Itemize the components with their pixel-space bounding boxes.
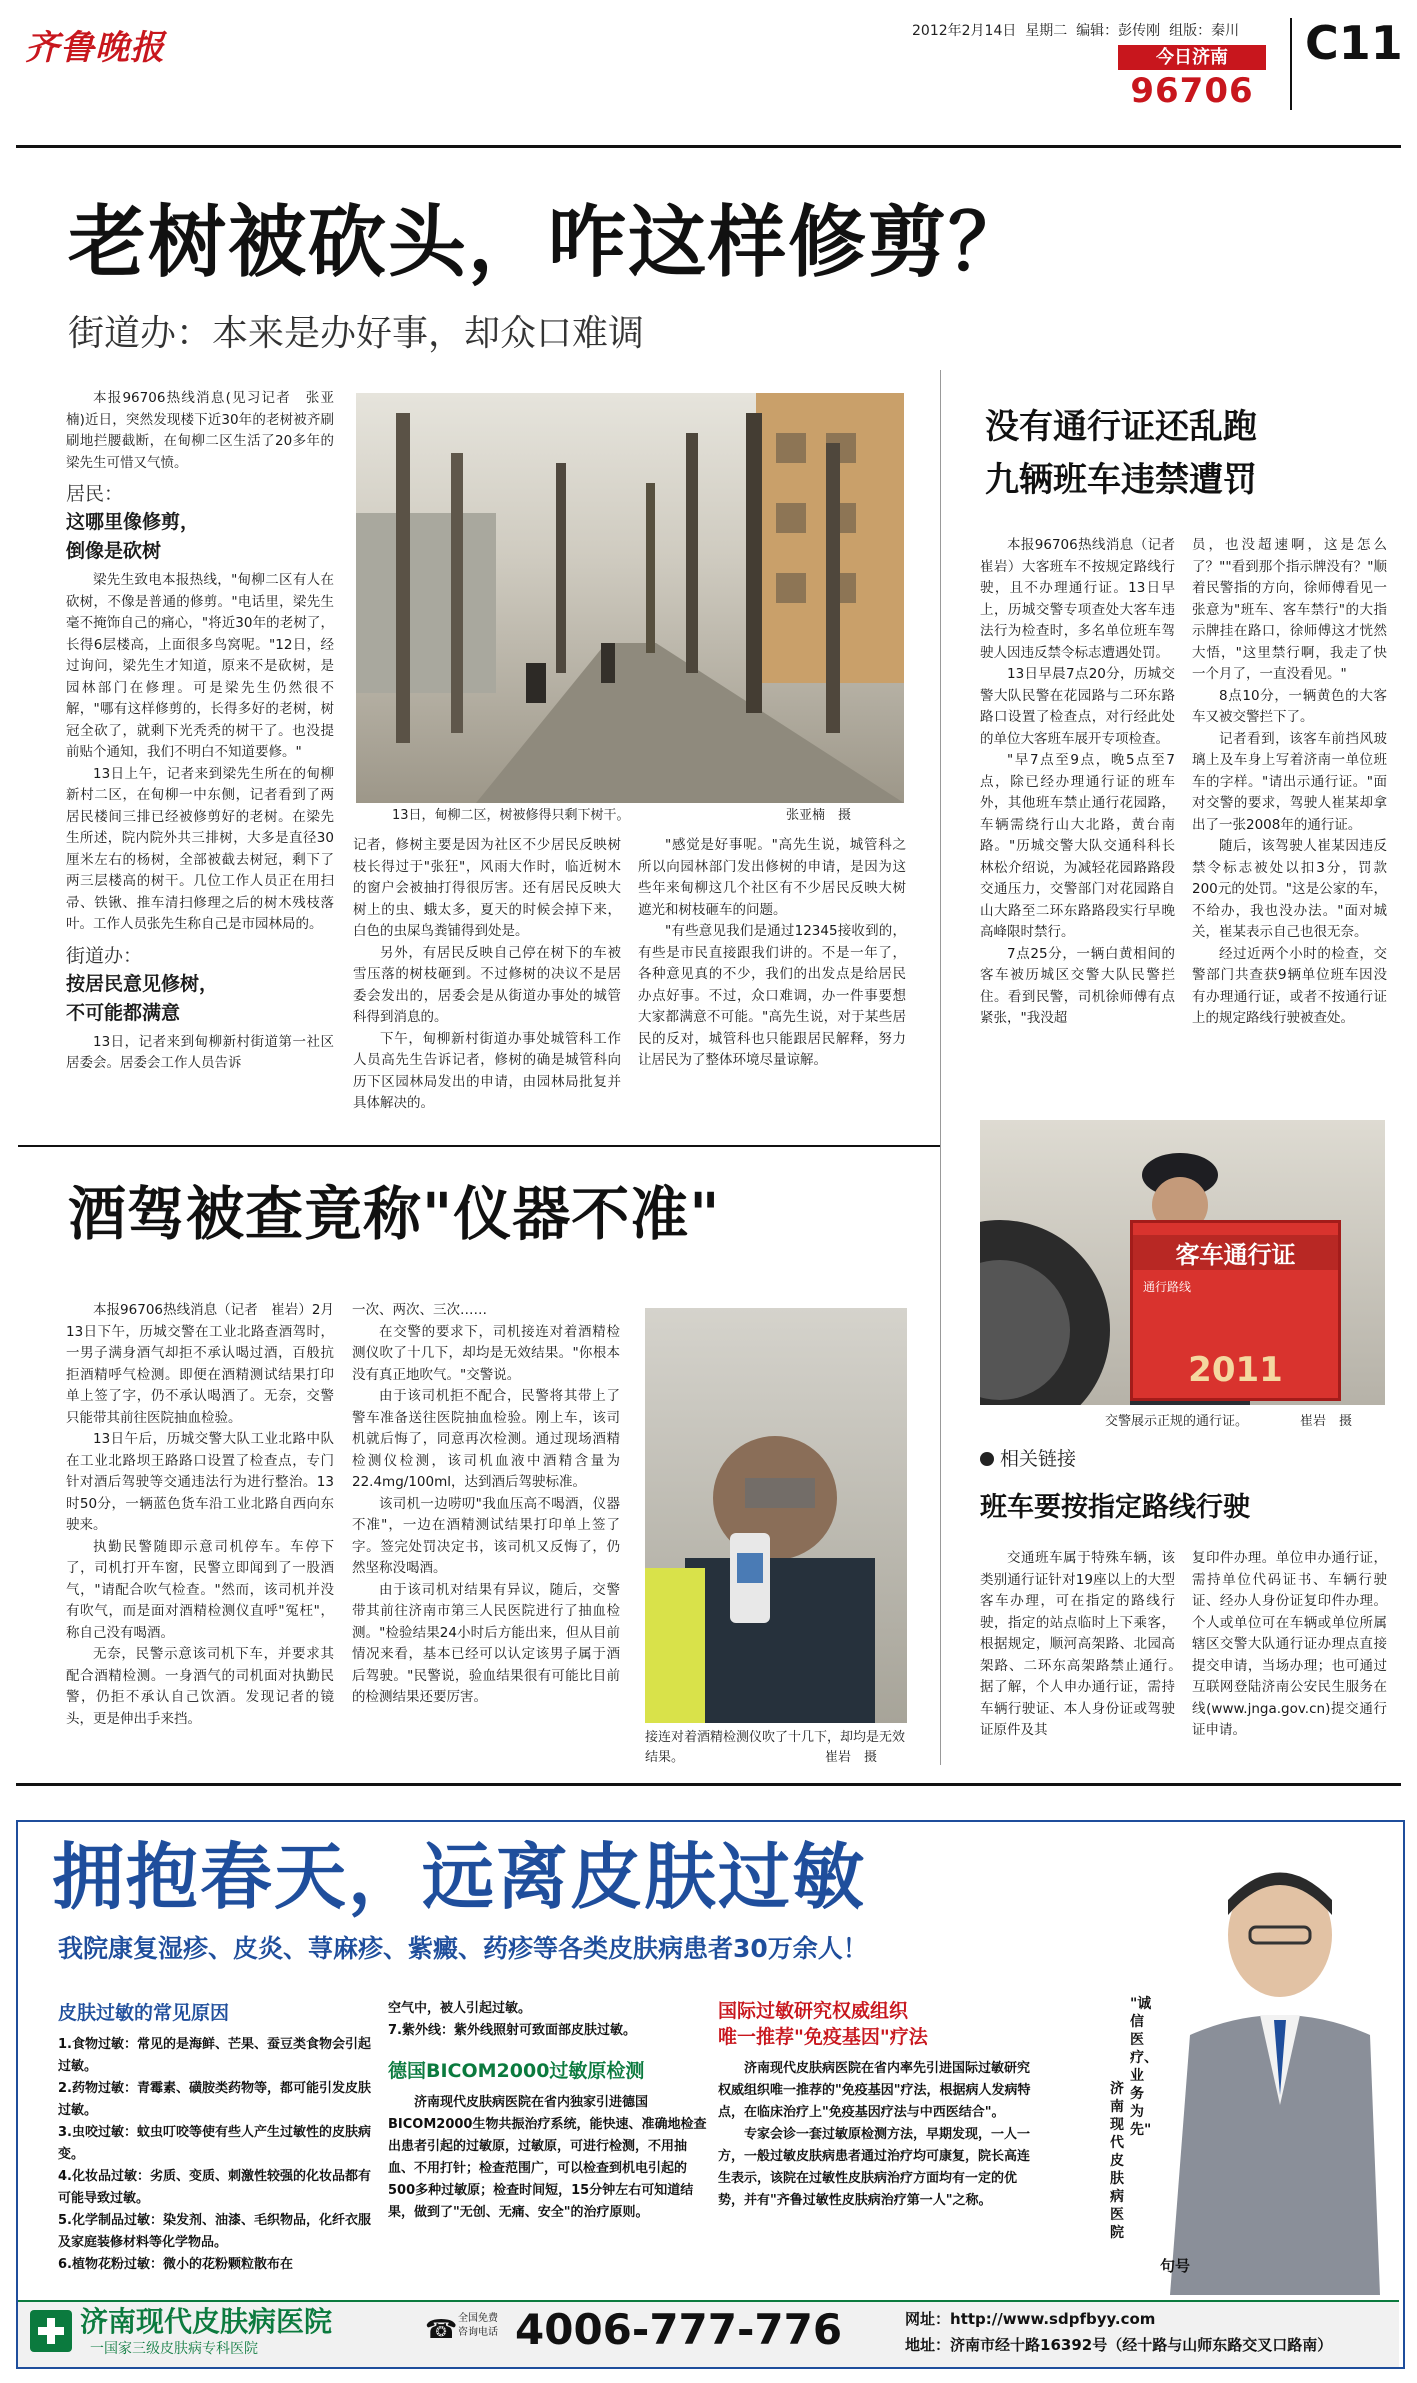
story1-col2-para-1: 记者，修树主要是因为社区不少居民反映树枝长得过于"张狂"，风雨大作时，临近树木的窗户会被抽打得很厉害。还有居民反映大树上的虫、蛾太多，夏天的时候会掉下来，白色的虫屎鸟粪铺得到处是。 bbox=[353, 837, 621, 939]
issue-date: 2012年2月14日 bbox=[912, 23, 1017, 39]
story1-headline: 老树被砍头，咋这样修剪？ bbox=[68, 198, 1029, 288]
story2-col2-para-4: 随后，该驾驶人崔某因违反禁令标志被处以扣3分，罚款200元的处罚。"这是公家的车，不给办，我也没办法。"面对城关，崔某表示自己也很无奈。 bbox=[1192, 838, 1387, 940]
hospital-sub: 一国家三级皮肤病专科医院 bbox=[90, 2341, 258, 2357]
story1-subhead2-line2: 不可能都满意 bbox=[66, 1001, 181, 1024]
hotline-phone: 4006-777-776 bbox=[515, 2305, 843, 2354]
story2-headline-line2: 九辆班车违禁遭罚 bbox=[985, 460, 1257, 500]
story3-col2-para-3: 由于该司机拒不配合，民警将其带上了警车准备送往医院抽血检验。刚上车，该司机就后悔了，同意再次检测。通过现场酒精检测仪检测，该司机血液中酒精含量为22.4mg/100ml，达到酒后驾驶标准。 bbox=[352, 1388, 620, 1490]
story1-column3 bbox=[638, 835, 906, 1072]
story2-photo bbox=[980, 1120, 1385, 1405]
story1-col3-para-1: "感觉是好事呢。"高先生说，城管科之所以向园林部门发出修树的申请，是因为这些年来甸柳这几个社区有不少居民反映大树遮光和树枝砸车的问题。 bbox=[638, 837, 906, 918]
ad-section2-title: 德国BICOM2000过敏原检测 bbox=[388, 2060, 645, 2082]
story3-column2 bbox=[352, 1300, 620, 1709]
story1-subhead1-line2: 倒像是砍树 bbox=[66, 540, 162, 562]
story3-col1-para-4: 无奈，民警示意该司机下车，并要求其配合酒精检测。一身酒气的司机面对执勤民警，仍拒不承认自己饮酒。发现记者的镜头，更是伸出手来挡。 bbox=[66, 1646, 334, 1727]
story3-photo-credit: 崔岩 摄 bbox=[825, 1750, 878, 1765]
story3-col2-para-1: 一次、两次、三次…… bbox=[352, 1302, 487, 1318]
story3-column1 bbox=[66, 1300, 334, 1730]
ad-section1 bbox=[58, 1998, 378, 2276]
story1-col2-para-3: 下午，甸柳新村街道办事处城管科工作人员高先生告诉记者，修树的确是城管科向历下区园林局发出的申请，由园林局批复并具体解决的。 bbox=[353, 1030, 621, 1111]
permit-sign-year: 2011 bbox=[1188, 1350, 1283, 1390]
story3-headline: 酒驾被查竟称"仪器不准" bbox=[68, 1180, 721, 1248]
story1-para-1: 梁先生致电本报热线，"甸柳二区有人在砍树，不像是普通的修剪。"电话里，梁先生毫不掩饰自己的痛心，"将近30年的老树了，长得6层楼高，上面很多鸟窝呢。"12日，经过询问，梁先生才知道，原来不是砍树，是园林部门在修理。可是梁先生仍然很不解，"哪有这样修剪的，长得多好的老树，树冠全砍了，就剩下光秃秃的树干了。也没提前贴个通知，我们不明白不知道要修。" bbox=[66, 572, 334, 760]
story2-col2-para-1: 员，也没超速啊，这是怎么了？""看到那个指示牌没有？"顺着民警指的方向，徐师傅看见一张意为"班车、客车禁行"的大指示牌挂在路口，徐师傅这才恍然大悟，"这里禁行啊，我走了快一个月了，一直没看见。" bbox=[1192, 537, 1387, 682]
layout-credit: 组版：秦川 bbox=[1169, 23, 1240, 39]
story1-photo-credit: 张亚楠 摄 bbox=[786, 808, 852, 823]
related-link-label bbox=[980, 1445, 1076, 1473]
related-link-text: 相关链接 bbox=[1000, 1448, 1077, 1470]
ad-section2-item: 7.紫外线：紫外线照射可致面部皮肤过敏。 bbox=[388, 2023, 636, 2038]
web-url[interactable]: http://www.sdpfbyy.com bbox=[950, 2310, 1156, 2328]
editor-credit: 编辑：彭传刚 bbox=[1076, 23, 1161, 39]
phone-icon: ☎ bbox=[425, 2315, 458, 2345]
section-badge bbox=[1118, 45, 1266, 70]
story2-column1 bbox=[980, 535, 1189, 1030]
permit-sign bbox=[1130, 1220, 1341, 1401]
story3-divider bbox=[18, 1145, 940, 1147]
related-headline: 班车要按指定路线行驶 bbox=[980, 1492, 1250, 1523]
story3-photo bbox=[645, 1308, 907, 1723]
story2-photo-credit: 崔岩 摄 bbox=[1300, 1414, 1353, 1429]
ad-section2-body: 济南现代皮肤病医院在省内独家引进德国BICOM2000生物共振治疗系统，能快速、准确地检查出患者引起的过敏原，过敏原，可进行检测，不用抽血、不用打针；检查范围广，可以检查到机电引起的500多种过敏原；检查时间短，15分钟左右可知道结果，做到了"无创、无痛、安全"的治疗原则。 bbox=[388, 2095, 707, 2220]
story1-para-2: 13日上午，记者来到梁先生所在的甸柳新村二区，在甸柳一中东侧，记者看到了两居民楼间三排已经被修剪好的老树。在梁先生所述，院内院外共三排树，大多是直径30厘米左右的杨树，全部被截去树冠，剩下了两三层楼高的树干。几位工作人员正在用扫帚、铁锹、推车清扫修理之后的树木残枝落叶。工作人员张先生称自己是市园林局的。 bbox=[66, 765, 334, 932]
story1-column2 bbox=[353, 835, 621, 1115]
story2-col1-para-4: 7点25分，一辆白黄相间的客车被历城区交警大队民警拦住。看到民警，司机徐师傅有点紧张，"我没超 bbox=[980, 945, 1175, 1026]
related-icon bbox=[980, 1452, 994, 1466]
tree-trunks-illustration bbox=[356, 393, 904, 803]
story3-col2-para-5: 由于该司机对结果有异议，随后，交警带其前往济南市第三人民医院进行了抽血检测。"检验结果24小时后方能出来，但从目前情况来看，基本已经可以认定该男子属于酒后驾驶。"民警说，验血结果很有可能比目前的检测结果还要厉害。 bbox=[352, 1581, 620, 1705]
related-column2: 复印件办理。单位申办通行证，需持单位代码证书、车辆行驶证、经办人身份证复印件办理。个人或单位可在车辆或单位所属辖区交警大队通行证办理点直接提交申请，当场办理；也可通过互联网登陆济南公安民生服务在线(www.jnga.gov.cn)提交通行证申请。 bbox=[1192, 1550, 1387, 1738]
story1-subhead1-line1: 这哪里像修剪， bbox=[66, 511, 200, 533]
story3-col2-para-2: 在交警的要求下，司机接连对着酒精检测仪吹了十几下，却均是无效结果。"你根本没有真正地吹气。"交警说。 bbox=[352, 1323, 620, 1383]
ad-cause-3: 3.虫咬过敏：蚊虫叮咬等使有些人产生过敏性的皮肤病变。 bbox=[58, 2125, 371, 2162]
story2-column2 bbox=[1192, 535, 1387, 1030]
story1-subhead2-label: 街道办： bbox=[66, 944, 143, 967]
story1-col2-para-2: 另外，有居民反映自己停在树下的车被雪压落的树枝砸到。不过修树的决议不是居委会发出的，居委会是从街道办事处的城管科得到消息的。 bbox=[353, 944, 621, 1025]
ad-section3-title2: 唯一推荐"免疫基因"疗法 bbox=[718, 2026, 928, 2048]
hotline-number: 96706 bbox=[1130, 71, 1254, 111]
permit-sign-title: 客车通行证 bbox=[1133, 1235, 1338, 1270]
breathalyzer-illustration bbox=[645, 1308, 907, 1723]
ad-section3-body1: 济南现代皮肤病医院在省内率先引进国际过敏研究权威组织唯一推荐的"免疫基因"疗法，根据病人发病特点，在临床治疗上"免疫基因疗法与中西医结合"。 bbox=[718, 2061, 1031, 2120]
story1-para-3: 13日，记者来到甸柳新村街道第一社区居委会。居委会工作人员告诉 bbox=[66, 1033, 334, 1071]
ad-headline: 拥抱春天，远离皮肤过敏 bbox=[52, 1835, 867, 1919]
ad-subline: 我院康复湿疹、皮炎、荨麻疹、紫癜、药疹等各类皮肤病患者30万余人！ bbox=[58, 1934, 868, 1963]
masthead-divider bbox=[1290, 18, 1292, 110]
story1-subhead2-line1: 按居民意见修树， bbox=[66, 972, 219, 995]
hospital-logo bbox=[30, 2310, 72, 2352]
ad-section1-title: 皮肤过敏的常见原因 bbox=[58, 2002, 230, 2024]
story2-col1-para-3: "早7点至9点，晚5点至7点，除已经办理通行证的班车外，其他班车禁止通行花园路，车辆需绕行山大北路，黄台南路。"历城交警大队交通科科长林松介绍说，为减轻花园路路段交通压力，交警部门对花园路自山大路至二环东路路段实行早晚高峰限时禁行。 bbox=[980, 752, 1175, 940]
issue-weekday: 星期二 bbox=[1025, 23, 1068, 39]
story2-col1-para-1: 本报96706热线消息（记者 崔岩）大客班车不按规定路线行驶，且不办理通行证。13日早上，历城交警专项查处大客车违法行为检查时，多名单位班车驾驶人因违反禁令标志遭遇处罚。 bbox=[980, 537, 1189, 661]
story2-col2-para-5: 经过近两个小时的检查，交警部门共查获9辆单位班车因没有办理通行证，或者不按通行证上的规定路线行驶被查处。 bbox=[1192, 945, 1387, 1026]
story1-subtitle: 街道办：本来是办好事，却众口难调 bbox=[68, 313, 645, 354]
ad-cause-5: 5.化学制品过敏：染发剂、油漆、毛织物品，化纤衣服及家庭装修材料等化学物品。 bbox=[58, 2213, 371, 2250]
story3-col1-para-1: 本报96706热线消息（记者 崔岩）2月13日下午，历城交警在工业北路查酒驾时，一男子满身酒气却拒不承认喝过酒，百般抗拒酒精呼气检测。即便在酒精测试结果打印单上签了字，仍不承认喝酒了。无奈，交警只能带其前往医院抽血检验。 bbox=[66, 1302, 334, 1426]
phone-label bbox=[458, 2312, 498, 2340]
ad-contact bbox=[905, 2306, 1332, 2358]
story1-column1 bbox=[66, 388, 334, 1075]
story3-photo-caption: 接连对着酒精检测仪吹了十几下，却均是无效结果。 bbox=[645, 1730, 906, 1765]
permit-sign-sub: 通行路线 bbox=[1143, 1280, 1192, 1294]
paper-name: 齐鲁晚报 bbox=[25, 28, 165, 68]
ad-section2-head: 空气中，被人引起过敏。 bbox=[388, 2001, 532, 2016]
story3-col1-para-3: 执勤民警随即示意司机停车。车停下了，司机打开车窗，民警立即闻到了一股酒气，"请配合吹气检查。"然而，该司机并没有吹气，而是面对酒精检测仪直呼"冤枉"，称自己没有喝酒。 bbox=[66, 1538, 334, 1641]
ad-cause-6: 6.植物花粉过敏：微小的花粉颗粒散布在 bbox=[58, 2257, 293, 2272]
phone-label-line1: 全国免费 bbox=[458, 2313, 498, 2324]
web-label: 网址： bbox=[905, 2310, 951, 2328]
address-label: 地址： bbox=[905, 2336, 951, 2354]
story1-photo-caption: 13日，甸柳二区，树被修得只剩下树干。 bbox=[392, 808, 630, 823]
story2-headline-line1: 没有通行证还乱跑 bbox=[985, 407, 1257, 447]
story3-col1-para-2: 13日午后，历城交警大队工业北路中队在工业北路坝王路路口设置了检查点，专门针对酒后驾驶等交通违法行为进行整治。13时50分，一辆蓝色货车沿工业北路自西向东驶来。 bbox=[66, 1431, 334, 1533]
story1-col3-para-2: "有些意见我们是通过12345接收到的，有些是市民直接跟我们讲的。不是一年了，各种意见真的不少，我们的出发点是给居民办点好事。不过，众口难调，办一件事要想大家都满意不可能。"高先生说，对于某些居民的反对，城管科也只能跟居民解释，努力让居民为了整体环境尽量谅解。 bbox=[638, 923, 906, 1068]
hospital-name: 济南现代皮肤病医院 bbox=[80, 2305, 333, 2338]
right-column-divider bbox=[940, 370, 941, 1765]
page-number: C11 bbox=[1305, 16, 1403, 70]
ad-section3 bbox=[718, 1998, 1038, 2212]
doctor-name: 句号 bbox=[1160, 2257, 1191, 2275]
doctor-org: 济南现代皮肤病医院 bbox=[1110, 2081, 1124, 2241]
phone-label-line2: 咨询电话 bbox=[458, 2327, 498, 2338]
ad-section3-title1: 国际过敏研究权威组织 bbox=[718, 2000, 909, 2022]
ad-cause-1: 1.食物过敏：常见的是海鲜、芒果、蚕豆类食物会引起过敏。 bbox=[58, 2037, 371, 2074]
story2-col2-para-3: 记者看到，该客车前挡风玻璃上及车身上写着济南一单位班车的字样。"请出示通行证。"面对交警的要求，驾驶人崔某却拿出了一张2008年的通行证。 bbox=[1192, 730, 1387, 833]
masthead-info bbox=[912, 20, 1239, 40]
section-name: 今日济南 bbox=[1156, 47, 1228, 68]
ad-cause-4: 4.化妆品过敏：劣质、变质、刺激性较强的化妆品都有可能导致过敏。 bbox=[58, 2169, 371, 2206]
doctor-quote: "诚信医疗、业务为先" bbox=[1130, 1996, 1158, 2138]
story1-subhead1-label: 居民： bbox=[66, 483, 124, 505]
story1-photo bbox=[356, 393, 904, 803]
ad-section2 bbox=[388, 1998, 708, 2224]
story3-col2-para-4: 该司机一边唠叨"我血压高不喝酒，仪器不准"，一边在酒精测试结果打印单上签了字。签完处罚决定书，该司机又反悔了，仍然坚称没喝酒。 bbox=[352, 1495, 620, 1576]
doctor-illustration bbox=[1060, 1845, 1380, 2295]
cross-icon-bar bbox=[38, 2327, 64, 2335]
doctor-photo bbox=[1060, 1845, 1380, 2295]
address-text: 济南市经十路16392号（经十路与山师东路交叉口路南） bbox=[950, 2336, 1333, 2354]
ad-section3-body2: 专家会诊一套过敏原检测方法，早期发现，一人一方，一般过敏皮肤病患者通过治疗均可康复，院长高连生表示，该院在过敏性皮肤病治疗方面均有一定的优势，并有"齐鲁过敏性皮肤病治疗第一人"之称。 bbox=[718, 2127, 1031, 2208]
story2-col2-para-2: 8点10分，一辆黄色的大客车又被交警拦下了。 bbox=[1192, 687, 1387, 725]
story2-photo-caption: 交警展示正规的通行证。 bbox=[1105, 1414, 1249, 1429]
ad-cause-2: 2.药物过敏：青霉素、磺胺类药物等，都可能引发皮肤过敏。 bbox=[58, 2081, 371, 2118]
story2-col1-para-2: 13日早晨7点20分，历城交警大队民警在花园路与二环东路路口设置了检查点，对行经此处的单位大客班车展开专项检查。 bbox=[980, 666, 1175, 747]
related-column1: 交通班车属于特殊车辆，该类别通行证针对19座以上的大型客车办理，可在指定的路线行驶，指定的站点临时上下乘客，根据规定，顺河高架路、北园高架路、二环东高架路禁止通行。 据了解，个人申办通行证，需持车辆行驶证、本人身份证或驾驶证原件及其 bbox=[980, 1550, 1189, 1738]
story1-lead: 本报96706热线消息(见习记者 张亚楠)近日，突然发现楼下近30年的老树被齐刷刷地拦腰截断，在甸柳二区生活了20多年的梁先生可惜又气愤。 bbox=[66, 390, 334, 471]
